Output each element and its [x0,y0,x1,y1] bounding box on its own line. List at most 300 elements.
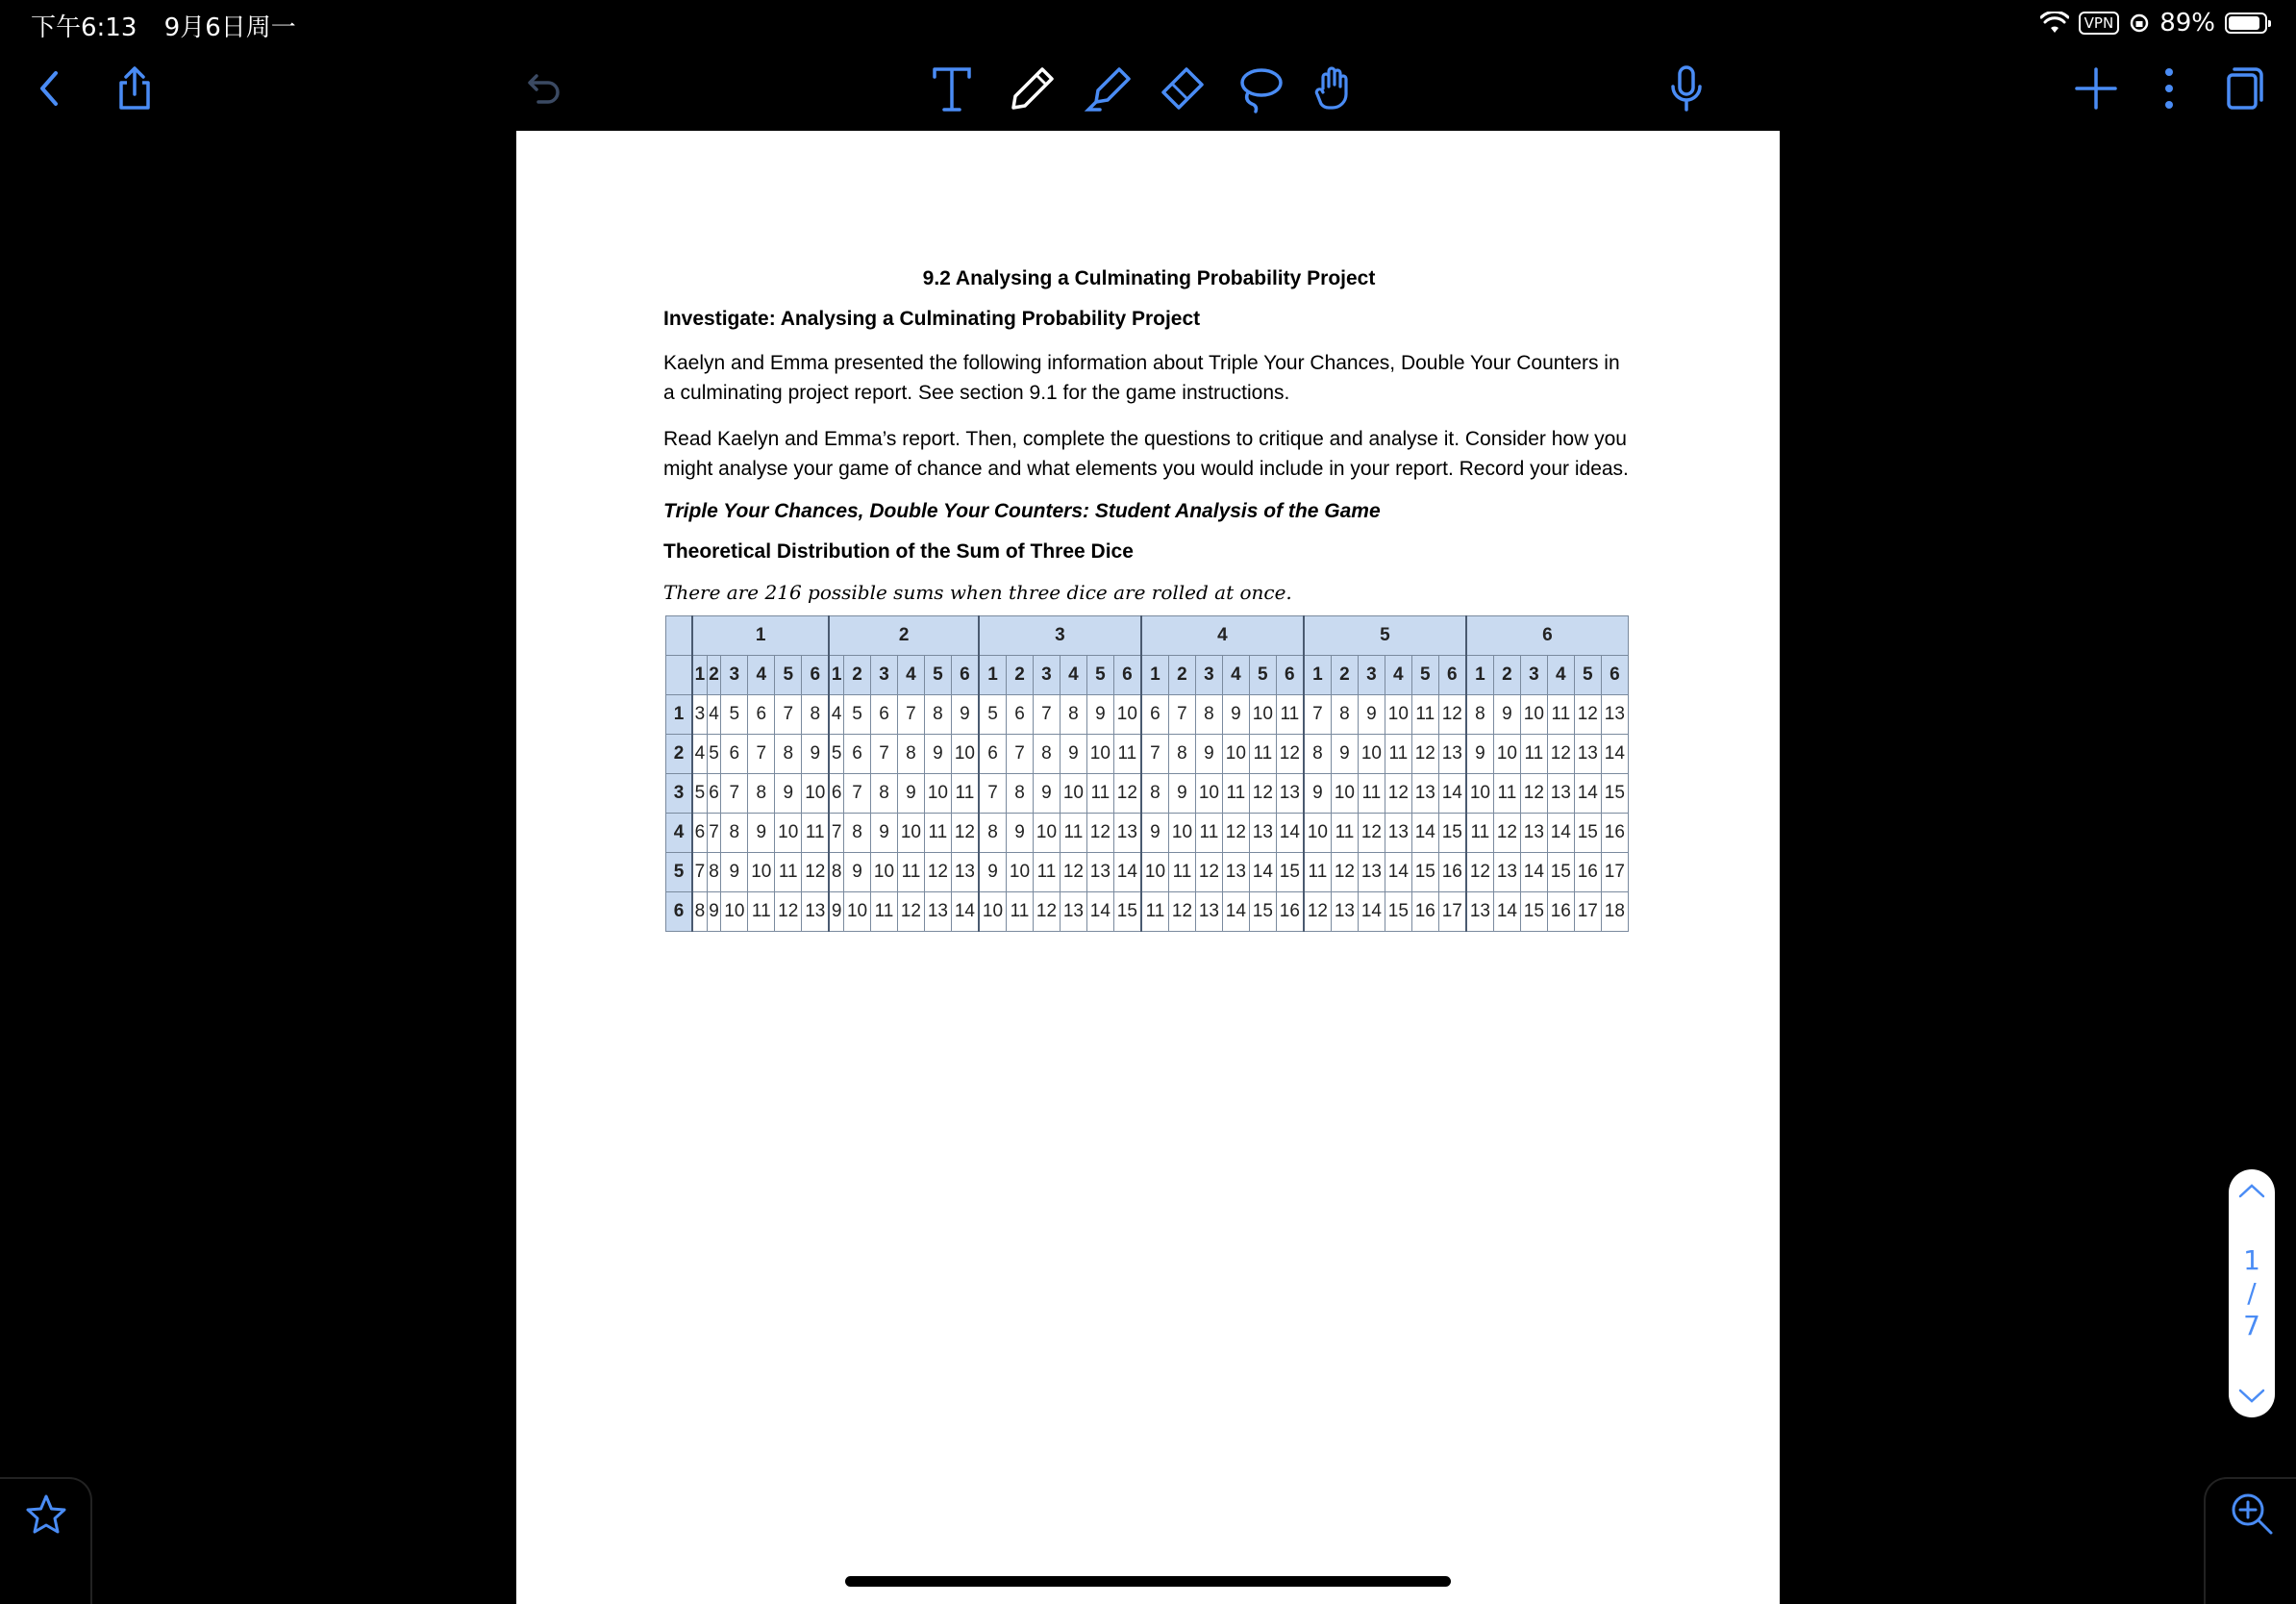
table-cell: 7 [692,853,707,892]
table-cell: 10 [802,774,830,814]
table-cell: 10 [871,853,898,892]
table-cell: 11 [748,892,775,932]
table-cell: 11 [1060,814,1086,853]
table-cell: 10 [1113,695,1141,735]
second-die-header: 1 [979,656,1007,695]
table-cell: 7 [1141,735,1169,774]
table-row [666,814,1629,853]
table-cell: 7 [1033,695,1060,735]
table-cell: 10 [844,892,871,932]
table-cell: 7 [979,774,1007,814]
third-die-header: 1 [666,695,693,735]
table-cell: 11 [802,814,830,853]
table-cell: 8 [1195,695,1222,735]
zoom-panel [2204,1477,2296,1604]
table-cell: 10 [979,892,1007,932]
table-cell: 10 [1007,853,1034,892]
second-die-header: 5 [1411,656,1438,695]
table-cell: 10 [1060,774,1086,814]
table-cell: 8 [1331,695,1358,735]
table-cell: 7 [829,814,843,853]
dice-sum-table [665,615,1629,932]
second-die-header: 3 [721,656,748,695]
table-cell: 10 [1331,774,1358,814]
table-cell: 13 [1466,892,1494,932]
second-die-header: 2 [844,656,871,695]
table-cell: 15 [1438,814,1466,853]
table-cell: 11 [897,853,924,892]
page-down-icon[interactable] [2236,1387,2267,1406]
first-die-header: 5 [1304,616,1466,656]
first-die-header: 2 [829,616,979,656]
table-cell: 7 [748,735,775,774]
second-die-header: 6 [1276,656,1304,695]
table-cell: 12 [1222,814,1249,853]
undo-button[interactable] [512,58,573,119]
second-die-header: 4 [897,656,924,695]
table-cell: 12 [1249,774,1276,814]
table-cell: 12 [1574,695,1601,735]
table-cell: 11 [1033,853,1060,892]
second-die-header: 6 [1438,656,1466,695]
table-cell: 9 [775,774,802,814]
table-cell: 16 [1411,892,1438,932]
table-cell: 10 [1493,735,1520,774]
second-die-header: 5 [924,656,951,695]
table-cell: 8 [871,774,898,814]
table-cell: 12 [1331,853,1358,892]
table-cell: 10 [924,774,951,814]
table-cell: 16 [1547,892,1574,932]
table-cell: 13 [1493,853,1520,892]
third-die-header: 5 [666,853,693,892]
text-tool-button[interactable] [921,58,983,119]
table-row [666,735,1629,774]
first-die-header-row [666,616,1629,656]
table-cell: 12 [802,853,830,892]
table-cell: 8 [1007,774,1034,814]
paragraph-instructions: Read Kaelyn and Emma’s report. Then, complete the questions to critique and analyse it. Consider how you might analyse your game of chance and what elements you would include in your report. Record your ideas. [663,428,1629,480]
page-content [663,267,1635,932]
status-bar-right [2040,8,2267,38]
table-cell: 10 [1195,774,1222,814]
table-cell: 4 [692,735,707,774]
table-cell: 8 [748,774,775,814]
add-button[interactable] [2065,58,2127,119]
home-indicator[interactable] [845,1576,1451,1587]
table-cell: 11 [1411,695,1438,735]
table-row [666,892,1629,932]
table-cell: 10 [1222,735,1249,774]
table-cell: 13 [1276,774,1304,814]
table-cell: 7 [897,695,924,735]
table-cell: 8 [829,853,843,892]
second-die-header: 3 [871,656,898,695]
second-die-header: 6 [1113,656,1141,695]
table-cell: 9 [1493,695,1520,735]
first-die-header: 3 [979,616,1141,656]
table-cell: 11 [1222,774,1249,814]
table-cell: 13 [1113,814,1141,853]
table-cell: 14 [1547,814,1574,853]
star-icon[interactable] [23,1492,69,1539]
distribution-heading: Theoretical Distribution of the Sum of Three Dice [663,540,1134,563]
table-cell: 9 [1033,774,1060,814]
second-die-header: 3 [1358,656,1385,695]
back-button[interactable] [19,58,81,119]
table-cell: 8 [1033,735,1060,774]
table-cell: 12 [1113,774,1141,814]
table-cell: 6 [748,695,775,735]
table-cell: 13 [802,892,830,932]
table-cell: 13 [1385,814,1411,853]
table-cell: 9 [707,892,721,932]
table-cell: 13 [924,892,951,932]
pages-button[interactable] [2211,58,2273,119]
third-die-header: 4 [666,814,693,853]
table-cell: 12 [1358,814,1385,853]
table-cell: 10 [748,853,775,892]
table-cell: 9 [844,853,871,892]
table-cell: 6 [721,735,748,774]
more-button[interactable] [2138,58,2200,119]
table-cell: 8 [844,814,871,853]
table-cell: 17 [1601,853,1628,892]
table-cell: 11 [871,892,898,932]
second-die-header: 1 [829,656,843,695]
table-cell: 9 [1060,735,1086,774]
table-cell: 13 [1060,892,1086,932]
table-cell: 11 [1276,695,1304,735]
table-cell: 10 [1520,695,1547,735]
table-cell: 10 [1358,735,1385,774]
table-cell: 10 [951,735,979,774]
table-cell: 16 [1574,853,1601,892]
table-cell: 16 [1276,892,1304,932]
page-navigator [2229,1169,2275,1417]
table-cell: 13 [1086,853,1113,892]
table-row [666,695,1629,735]
table-cell: 13 [1249,814,1276,853]
first-die-header: 4 [1141,616,1304,656]
table-cell: 7 [871,735,898,774]
table-cell: 12 [1168,892,1195,932]
microphone-icon [1661,63,1711,113]
table-cell: 14 [1411,814,1438,853]
table-cell: 10 [1249,695,1276,735]
table-cell: 8 [775,735,802,774]
second-die-header: 3 [1520,656,1547,695]
second-die-header: 1 [692,656,707,695]
table-cell: 14 [1385,853,1411,892]
table-cell: 9 [1358,695,1385,735]
table-cell: 14 [1493,892,1520,932]
second-die-header: 2 [1168,656,1195,695]
table-cell: 11 [1331,814,1358,853]
table-cell: 7 [721,774,748,814]
share-icon [110,63,160,113]
table-cell: 11 [1113,735,1141,774]
table-cell: 12 [1086,814,1113,853]
table-cell: 12 [1195,853,1222,892]
table-cell: 9 [1195,735,1222,774]
table-cell: 12 [1493,814,1520,853]
eraser-icon [1158,63,1208,113]
table-cell: 12 [1520,774,1547,814]
table-cell: 9 [721,853,748,892]
favorite-panel [0,1477,92,1604]
page-separator: / [2247,1277,2257,1309]
eraser-button[interactable] [1152,58,1213,119]
table-cell: 8 [1060,695,1086,735]
table-cell: 8 [707,853,721,892]
second-die-header: 2 [1493,656,1520,695]
table-cell: 6 [979,735,1007,774]
table-cell: 9 [748,814,775,853]
table-cell: 11 [1249,735,1276,774]
table-cell: 14 [1520,853,1547,892]
table-cell: 8 [924,695,951,735]
hand-icon [1310,63,1360,113]
table-cell: 13 [951,853,979,892]
table-cell: 7 [707,814,721,853]
second-die-header: 1 [1304,656,1332,695]
second-die-header: 2 [1331,656,1358,695]
table-cell: 8 [979,814,1007,853]
page-up-icon[interactable] [2236,1181,2267,1200]
table-cell: 15 [1249,892,1276,932]
table-cell: 6 [707,774,721,814]
table-cell: 10 [1385,695,1411,735]
table-cell: 6 [1141,695,1169,735]
pen-icon [1008,63,1058,113]
second-die-header: 4 [748,656,775,695]
back-icon [25,63,75,113]
table-cell: 11 [1195,814,1222,853]
more-icon [2144,63,2194,113]
table-cell: 7 [844,774,871,814]
table-corner [666,616,693,656]
table-cell: 15 [1276,853,1304,892]
table-cell: 9 [1222,695,1249,735]
table-cell: 9 [1141,814,1169,853]
second-die-header: 4 [1222,656,1249,695]
table-cell: 11 [1520,735,1547,774]
table-cell: 12 [1411,735,1438,774]
table-cell: 9 [802,735,830,774]
table-row [666,774,1629,814]
table-cell: 11 [1086,774,1113,814]
table-cell: 9 [829,892,843,932]
table-cell: 15 [1385,892,1411,932]
table-cell: 16 [1438,853,1466,892]
table-cell: 13 [1222,853,1249,892]
table-cell: 15 [1411,853,1438,892]
battery-level [2229,16,2259,30]
table-cell: 15 [1547,853,1574,892]
second-die-header: 3 [1033,656,1060,695]
table-cell: 14 [1574,774,1601,814]
first-die-header: 6 [1466,616,1629,656]
table-cell: 10 [1466,774,1494,814]
table-cell: 9 [1466,735,1494,774]
first-die-header: 1 [692,616,829,656]
table-cell: 11 [1007,892,1034,932]
table-cell: 10 [721,892,748,932]
paragraph-intro: Kaelyn and Emma presented the following information about Triple Your Chances, Double Your Counters in a culminating project report. See section 9.1 for the game instructions. [663,352,1620,404]
investigate-heading: Investigate: Analysing a Culminating Probability Project [663,308,1201,330]
table-corner [666,656,693,695]
table-cell: 12 [1547,735,1574,774]
table-cell: 9 [897,774,924,814]
table-cell: 14 [1249,853,1276,892]
table-cell: 11 [1141,892,1169,932]
battery-percent: 89% [2159,9,2215,38]
table-cell: 4 [707,695,721,735]
status-time: 下午6:13 [31,13,137,42]
second-die-header: 5 [1249,656,1276,695]
table-cell: 12 [951,814,979,853]
table-cell: 3 [692,695,707,735]
third-die-header: 2 [666,735,693,774]
pages-icon [2217,63,2267,113]
table-cell: 16 [1601,814,1628,853]
table-cell: 14 [1358,892,1385,932]
table-cell: 9 [951,695,979,735]
analysis-heading: Triple Your Chances, Double Your Counters: Student Analysis of the Game [663,500,1381,522]
current-page: 1 [2243,1244,2260,1276]
table-cell: 5 [721,695,748,735]
hand-tool-button[interactable] [1304,58,1365,119]
table-cell: 11 [1493,774,1520,814]
table-cell: 11 [951,774,979,814]
table-cell: 13 [1411,774,1438,814]
table-cell: 14 [1113,853,1141,892]
table-cell: 8 [1466,695,1494,735]
table-cell: 13 [1574,735,1601,774]
table-cell: 14 [1276,814,1304,853]
table-cell: 18 [1601,892,1628,932]
table-cell: 5 [829,735,843,774]
table-cell: 9 [1168,774,1195,814]
pen-button[interactable] [1002,58,1063,119]
text-tool-icon [927,63,977,113]
table-cell: 7 [1168,695,1195,735]
table-cell: 15 [1520,892,1547,932]
table-cell: 10 [1086,735,1113,774]
table-cell: 12 [1033,892,1060,932]
table-cell: 13 [1331,892,1358,932]
second-die-header: 1 [1141,656,1169,695]
table-cell: 10 [775,814,802,853]
table-cell: 12 [897,892,924,932]
table-cell: 9 [924,735,951,774]
third-die-header: 6 [666,892,693,932]
second-die-header: 2 [707,656,721,695]
table-cell: 5 [844,695,871,735]
table-cell: 13 [1547,774,1574,814]
orientation-lock-icon [2129,13,2150,34]
table-row [666,853,1629,892]
table-cell: 12 [1385,774,1411,814]
table-cell: 12 [1466,853,1494,892]
table-cell: 5 [707,735,721,774]
table-cell: 8 [1141,774,1169,814]
table-cell: 9 [1086,695,1113,735]
second-die-header: 5 [775,656,802,695]
table-cell: 6 [844,735,871,774]
table-cell: 6 [871,695,898,735]
table-cell: 11 [1304,853,1332,892]
table-cell: 17 [1438,892,1466,932]
table-cell: 5 [692,774,707,814]
table-cell: 14 [951,892,979,932]
add-icon [2071,63,2121,113]
table-cell: 13 [1195,892,1222,932]
second-die-header: 1 [1466,656,1494,695]
table-cell: 6 [829,774,843,814]
table-cell: 8 [721,814,748,853]
table-cell: 12 [775,892,802,932]
second-die-header-row [666,656,1629,695]
table-cell: 12 [924,853,951,892]
table-cell: 14 [1222,892,1249,932]
undo-icon [517,63,567,113]
table-cell: 6 [1007,695,1034,735]
table-cell: 7 [1304,695,1332,735]
table-cell: 11 [1168,853,1195,892]
document-page[interactable] [516,131,1780,1604]
wifi-icon [2040,12,2069,35]
table-cell: 6 [692,814,707,853]
handwritten-note: There are 216 possible sums when three dice are rolled at once. [663,581,1292,604]
microphone-button[interactable] [1656,58,1717,119]
table-cell: 11 [1385,735,1411,774]
table-cell: 9 [979,853,1007,892]
table-cell: 12 [1276,735,1304,774]
table-cell: 7 [1007,735,1034,774]
table-cell: 10 [897,814,924,853]
table-cell: 10 [1168,814,1195,853]
lasso-button[interactable] [1229,58,1290,119]
table-cell: 7 [775,695,802,735]
status-bar-left [31,8,315,43]
table-cell: 13 [1601,695,1628,735]
second-die-header: 4 [1385,656,1411,695]
table-cell: 12 [1304,892,1332,932]
table-cell: 13 [1438,735,1466,774]
table-cell: 8 [1304,735,1332,774]
table-cell: 11 [1547,695,1574,735]
highlighter-button[interactable] [1077,58,1138,119]
table-cell: 9 [871,814,898,853]
second-die-header: 4 [1547,656,1574,695]
second-die-header: 4 [1060,656,1086,695]
table-cell: 10 [1141,853,1169,892]
second-die-header: 6 [951,656,979,695]
share-button[interactable] [104,58,165,119]
page-indicator [2243,1244,2260,1342]
table-cell: 4 [829,695,843,735]
table-cell: 11 [1466,814,1494,853]
table-cell: 17 [1574,892,1601,932]
table-cell: 15 [1574,814,1601,853]
third-die-header: 3 [666,774,693,814]
status-date: 9月6日周一 [163,13,296,42]
table-cell: 12 [1060,853,1086,892]
table-cell: 10 [1033,814,1060,853]
zoom-in-icon[interactable] [2229,1491,2275,1537]
